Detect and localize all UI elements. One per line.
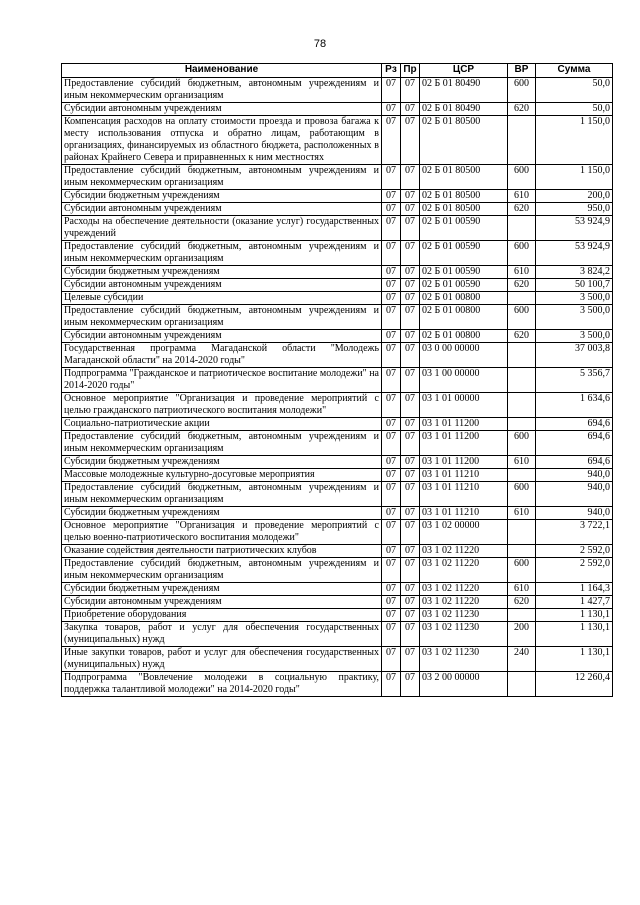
cell-csr: 02 Б 01 80500 [420,116,508,165]
cell-sum: 3 722,1 [536,520,613,545]
cell-name: Предоставление субсидий бюджетным, автономным учреждениям и иным некоммерческим организациям [62,241,382,266]
header-pr: Пр [401,64,420,78]
cell-name: Предоставление субсидий бюджетным, автономным учреждениям и иным некоммерческим организациям [62,78,382,103]
cell-pr: 07 [401,622,420,647]
cell-csr: 03 1 02 11220 [420,558,508,583]
cell-vr: 610 [508,266,536,279]
cell-rz: 07 [382,78,401,103]
table-row [62,78,613,103]
cell-sum: 940,0 [536,469,613,482]
cell-sum: 940,0 [536,507,613,520]
cell-vr: 620 [508,596,536,609]
cell-name: Основное мероприятие "Организация и проведение мероприятий с целью военно-патриотического воспитания молодежи" [62,520,382,545]
cell-pr: 07 [401,647,420,672]
cell-sum: 694,6 [536,456,613,469]
page-number: 78 [313,38,327,50]
table-row [62,545,613,558]
cell-sum: 1 150,0 [536,116,613,165]
cell-rz: 07 [382,431,401,456]
table-row [62,672,613,697]
table-row [62,469,613,482]
cell-sum: 694,6 [536,431,613,456]
cell-rz: 07 [382,622,401,647]
cell-csr: 03 1 01 11210 [420,482,508,507]
cell-sum: 1 427,7 [536,596,613,609]
cell-sum: 3 500,0 [536,330,613,343]
cell-vr: 620 [508,279,536,292]
cell-name: Компенсация расходов на оплату стоимости проезда и провоза багажа к месту использования отпуска и обратно лицам, работающим в организациях, финансируемых из областного бюджета, расположенных в районах Крайнего Севера и приравненных к ним местностях [62,116,382,165]
header-vr: ВР [508,64,536,78]
cell-csr: 03 1 01 11200 [420,431,508,456]
cell-rz: 07 [382,279,401,292]
cell-vr: 600 [508,305,536,330]
header-name: Наименование [62,64,382,78]
cell-name: Субсидии автономным учреждениям [62,103,382,116]
cell-vr [508,545,536,558]
cell-pr: 07 [401,469,420,482]
header-csr: ЦСР [420,64,508,78]
cell-name: Подпрограмма "Гражданское и патриотическое воспитание молодежи" на 2014-2020 годы" [62,368,382,393]
cell-sum: 1 164,3 [536,583,613,596]
cell-pr: 07 [401,103,420,116]
cell-rz: 07 [382,393,401,418]
cell-sum: 3 500,0 [536,292,613,305]
table-row [62,305,613,330]
cell-sum: 37 003,8 [536,343,613,368]
cell-sum: 50 100,7 [536,279,613,292]
cell-pr: 07 [401,672,420,697]
table-row [62,266,613,279]
table-row [62,431,613,456]
cell-csr: 03 1 02 11230 [420,622,508,647]
cell-rz: 07 [382,482,401,507]
cell-sum: 940,0 [536,482,613,507]
cell-rz: 07 [382,456,401,469]
cell-name: Предоставление субсидий бюджетным, автономным учреждениям и иным некоммерческим организациям [62,165,382,190]
cell-vr: 240 [508,647,536,672]
cell-sum: 200,0 [536,190,613,203]
header-row [62,64,613,78]
cell-csr: 03 1 01 11200 [420,418,508,431]
cell-sum: 12 260,4 [536,672,613,697]
table-row [62,165,613,190]
cell-pr: 07 [401,482,420,507]
cell-rz: 07 [382,368,401,393]
table-row [62,216,613,241]
table-row [62,520,613,545]
cell-csr: 02 Б 01 00800 [420,330,508,343]
cell-name: Субсидии бюджетным учреждениям [62,266,382,279]
cell-sum: 50,0 [536,103,613,116]
cell-csr: 03 2 00 00000 [420,672,508,697]
cell-vr [508,520,536,545]
table-row [62,622,613,647]
cell-pr: 07 [401,583,420,596]
cell-pr: 07 [401,241,420,266]
cell-name: Приобретение оборудования [62,609,382,622]
cell-pr: 07 [401,545,420,558]
cell-name: Субсидии бюджетным учреждениям [62,190,382,203]
table-row [62,330,613,343]
cell-csr: 03 1 02 11220 [420,596,508,609]
cell-name: Государственная программа Магаданской области "Молодежь Магаданской области" на 2014-2020 годы" [62,343,382,368]
cell-vr [508,418,536,431]
cell-pr: 07 [401,165,420,190]
cell-vr [508,609,536,622]
cell-rz: 07 [382,469,401,482]
cell-sum: 3 500,0 [536,305,613,330]
table-row [62,368,613,393]
cell-sum: 1 130,1 [536,609,613,622]
cell-rz: 07 [382,418,401,431]
table-row [62,647,613,672]
cell-pr: 07 [401,343,420,368]
cell-csr: 02 Б 01 00590 [420,241,508,266]
cell-rz: 07 [382,305,401,330]
cell-name: Предоставление субсидий бюджетным, автономным учреждениям и иным некоммерческим организациям [62,431,382,456]
cell-rz: 07 [382,103,401,116]
cell-pr: 07 [401,368,420,393]
cell-vr: 600 [508,431,536,456]
cell-pr: 07 [401,609,420,622]
cell-name: Предоставление субсидий бюджетным, автономным учреждениям и иным некоммерческим организациям [62,305,382,330]
cell-vr: 610 [508,583,536,596]
cell-name: Субсидии автономным учреждениям [62,279,382,292]
cell-vr [508,292,536,305]
cell-pr: 07 [401,279,420,292]
cell-rz: 07 [382,165,401,190]
header-rz: Рз [382,64,401,78]
cell-vr [508,672,536,697]
table-header [62,64,613,78]
cell-name: Расходы на обеспечение деятельности (оказание услуг) государственных учреждений [62,216,382,241]
table-row [62,241,613,266]
cell-vr: 200 [508,622,536,647]
table-row [62,583,613,596]
cell-pr: 07 [401,558,420,583]
table-body [62,78,613,697]
table-row [62,507,613,520]
cell-csr: 02 Б 01 80500 [420,203,508,216]
cell-name: Субсидии бюджетным учреждениям [62,583,382,596]
cell-rz: 07 [382,672,401,697]
cell-rz: 07 [382,203,401,216]
cell-rz: 07 [382,647,401,672]
table-row [62,596,613,609]
cell-csr: 03 1 02 11230 [420,647,508,672]
cell-sum: 2 592,0 [536,545,613,558]
table-row [62,393,613,418]
cell-rz: 07 [382,216,401,241]
cell-csr: 02 Б 01 80490 [420,103,508,116]
cell-vr: 610 [508,190,536,203]
cell-vr: 610 [508,456,536,469]
cell-csr: 03 1 01 11200 [420,456,508,469]
cell-rz: 07 [382,330,401,343]
cell-name: Массовые молодежные культурно-досуговые мероприятия [62,469,382,482]
cell-rz: 07 [382,609,401,622]
cell-csr: 03 0 00 00000 [420,343,508,368]
cell-vr: 600 [508,78,536,103]
cell-pr: 07 [401,266,420,279]
cell-vr: 600 [508,241,536,266]
cell-rz: 07 [382,558,401,583]
cell-csr: 02 Б 01 00590 [420,279,508,292]
cell-csr: 03 1 01 11210 [420,507,508,520]
cell-csr: 02 Б 01 00590 [420,266,508,279]
table-row [62,292,613,305]
cell-csr: 03 1 02 11230 [420,609,508,622]
cell-vr: 620 [508,203,536,216]
cell-name: Социально-патриотические акции [62,418,382,431]
cell-pr: 07 [401,596,420,609]
cell-name: Предоставление субсидий бюджетным, автономным учреждениям и иным некоммерческим организациям [62,482,382,507]
cell-vr [508,469,536,482]
cell-pr: 07 [401,203,420,216]
cell-name: Целевые субсидии [62,292,382,305]
cell-csr: 03 1 02 11220 [420,583,508,596]
cell-sum: 1 130,1 [536,647,613,672]
cell-pr: 07 [401,292,420,305]
cell-name: Закупка товаров, работ и услуг для обеспечения государственных (муниципальных) нужд [62,622,382,647]
cell-pr: 07 [401,330,420,343]
cell-sum: 1 150,0 [536,165,613,190]
header-sum: Сумма [536,64,613,78]
cell-csr: 03 1 02 00000 [420,520,508,545]
cell-vr [508,393,536,418]
cell-vr [508,368,536,393]
cell-csr: 02 Б 01 00800 [420,292,508,305]
cell-sum: 53 924,9 [536,241,613,266]
cell-name: Субсидии бюджетным учреждениям [62,507,382,520]
cell-rz: 07 [382,583,401,596]
cell-vr: 620 [508,330,536,343]
cell-csr: 03 1 01 11210 [420,469,508,482]
cell-sum: 694,6 [536,418,613,431]
cell-name: Предоставление субсидий бюджетным, автономным учреждениям и иным некоммерческим организациям [62,558,382,583]
table-row [62,558,613,583]
cell-rz: 07 [382,507,401,520]
cell-vr: 600 [508,558,536,583]
cell-sum: 950,0 [536,203,613,216]
cell-pr: 07 [401,78,420,103]
cell-name: Иные закупки товаров, работ и услуг для обеспечения государственных (муниципальных) нужд [62,647,382,672]
table-row [62,418,613,431]
cell-sum: 3 824,2 [536,266,613,279]
cell-name: Основное мероприятие "Организация и проведение мероприятий с целью гражданского патриотического воспитания молодежи" [62,393,382,418]
cell-sum: 1 130,1 [536,622,613,647]
cell-sum: 2 592,0 [536,558,613,583]
cell-pr: 07 [401,116,420,165]
cell-rz: 07 [382,266,401,279]
cell-pr: 07 [401,305,420,330]
cell-pr: 07 [401,456,420,469]
cell-rz: 07 [382,190,401,203]
cell-pr: 07 [401,520,420,545]
cell-name: Субсидии автономным учреждениям [62,330,382,343]
cell-pr: 07 [401,507,420,520]
table-row [62,609,613,622]
cell-name: Субсидии бюджетным учреждениям [62,456,382,469]
table-row [62,482,613,507]
cell-pr: 07 [401,216,420,241]
cell-csr: 02 Б 01 80500 [420,165,508,190]
cell-vr [508,116,536,165]
cell-pr: 07 [401,190,420,203]
cell-pr: 07 [401,431,420,456]
cell-name: Подпрограмма "Вовлечение молодежи в социальную практику, поддержка талантливой молодежи" на 2014-2020 годы" [62,672,382,697]
table-row [62,190,613,203]
cell-rz: 07 [382,596,401,609]
cell-rz: 07 [382,520,401,545]
cell-rz: 07 [382,292,401,305]
cell-vr [508,343,536,368]
table-row [62,203,613,216]
cell-rz: 07 [382,343,401,368]
cell-vr: 610 [508,507,536,520]
cell-csr: 03 1 02 11220 [420,545,508,558]
cell-csr: 02 Б 01 80500 [420,190,508,203]
cell-csr: 02 Б 01 00590 [420,216,508,241]
cell-vr: 600 [508,482,536,507]
cell-pr: 07 [401,393,420,418]
cell-name: Субсидии автономным учреждениям [62,203,382,216]
cell-vr [508,216,536,241]
table-row [62,103,613,116]
table-row [62,116,613,165]
cell-rz: 07 [382,116,401,165]
cell-csr: 03 1 00 00000 [420,368,508,393]
cell-sum: 1 634,6 [536,393,613,418]
cell-name: Субсидии автономным учреждениям [62,596,382,609]
cell-vr: 620 [508,103,536,116]
cell-pr: 07 [401,418,420,431]
table-row [62,343,613,368]
cell-rz: 07 [382,545,401,558]
cell-sum: 53 924,9 [536,216,613,241]
table-row [62,456,613,469]
budget-table [61,63,613,697]
cell-vr: 600 [508,165,536,190]
cell-rz: 07 [382,241,401,266]
cell-name: Оказание содействия деятельности патриотических клубов [62,545,382,558]
cell-sum: 50,0 [536,78,613,103]
table-row [62,279,613,292]
cell-csr: 02 Б 01 80490 [420,78,508,103]
cell-csr: 03 1 01 00000 [420,393,508,418]
cell-sum: 5 356,7 [536,368,613,393]
cell-csr: 02 Б 01 00800 [420,305,508,330]
